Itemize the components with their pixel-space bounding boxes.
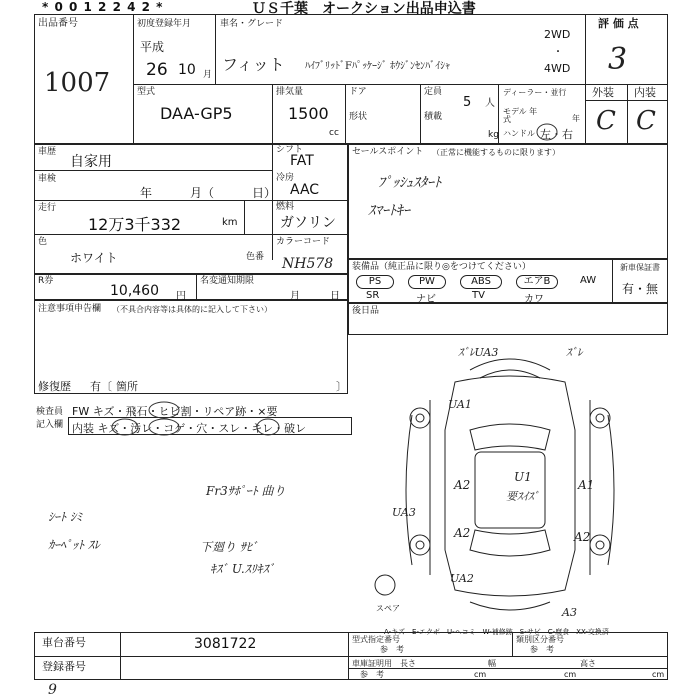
- equipment-tv: TV: [472, 290, 485, 301]
- shift-label: シフト: [276, 145, 304, 155]
- diagram-mark-11: A2: [574, 530, 591, 544]
- fuel-value: ガソリン: [280, 215, 336, 231]
- inspector-row-2: 内装 キズ・汚レ・コゲ・穴・スレ・キレ・破レ: [72, 422, 307, 435]
- height-unit: cm: [652, 670, 665, 679]
- history-label: 車歴: [38, 147, 57, 157]
- diagram-mark-1: ｽﾞﾚUA3: [458, 346, 499, 359]
- registration-era: 平成: [140, 40, 165, 54]
- name-change-month: 月: [290, 291, 300, 302]
- diagram-mark-6: U1: [514, 470, 532, 484]
- sales-point-line-1: ﾌﾟｯｼｭｽﾀｰﾄ: [378, 175, 441, 191]
- capacity-value: 5: [463, 95, 472, 110]
- loading-label: 積載: [424, 112, 443, 122]
- vehicle-grade: ﾊｲﾌﾞﾘｯﾄﾞFﾊﾟｯｹｰｼﾞ ﾎｳｼﾞﾝｾﾝﾊﾞｲｼｬ: [305, 61, 451, 72]
- notes-label: 注意事項申告欄: [38, 304, 102, 314]
- length-label: 長さ: [400, 659, 416, 668]
- capacity-unit: 人: [485, 98, 495, 109]
- model-spec-ref: 参 考: [380, 645, 404, 654]
- equipment-sr: SR: [366, 290, 380, 301]
- class-number-ref: 参 考: [530, 645, 554, 654]
- equipment-aw: AW: [580, 275, 597, 286]
- car-damage-diagram: [360, 340, 660, 630]
- handle-value: 左・右: [540, 128, 573, 141]
- form-title: ＵＳ千葉 オークション出品申込書: [252, 1, 476, 17]
- model-label: 型式: [137, 87, 156, 97]
- drive-separator: ・: [553, 47, 563, 58]
- new-warranty-value: 有・無: [622, 282, 659, 296]
- lot-number: 1007: [44, 68, 111, 98]
- page-mark: 9: [48, 682, 57, 698]
- note-line-e: ｷｽﾞ U.ｽﾘｷｽﾞ: [210, 562, 275, 576]
- note-line-d: 下廻り ｻﾋﾞ: [200, 540, 258, 554]
- handle-label: ハンドル: [503, 129, 535, 138]
- equipment-ps: PS: [356, 275, 394, 289]
- chassis-label: 車台番号: [42, 636, 86, 649]
- displacement-value: 1500: [288, 104, 329, 123]
- registration-month-unit: 月: [203, 70, 213, 80]
- equipment-pw: PW: [408, 275, 446, 289]
- capacity-label: 定員: [424, 87, 443, 97]
- rating-score: 3: [608, 42, 628, 77]
- displacement-label: 排気量: [276, 87, 304, 97]
- shift-value: FAT: [290, 153, 314, 169]
- mileage-label: 走行: [38, 203, 57, 213]
- ac-label: 冷房: [276, 173, 295, 183]
- new-warranty-label: 新車保証書: [620, 263, 660, 272]
- dealer-label: ディーラー・並行: [503, 88, 567, 97]
- spare-label: スペア: [376, 604, 400, 613]
- exterior-label: 外装: [592, 86, 614, 99]
- drive-2wd: 2WD: [544, 28, 571, 41]
- registration-number-label: 登録番号: [42, 660, 86, 673]
- repair-close: 〕: [336, 380, 347, 393]
- note-line-c: ｶｰﾍﾟｯﾄ ｽﾚ: [48, 538, 100, 552]
- equipment-abs: ABS: [460, 275, 502, 289]
- after-items-label: 後日品: [352, 306, 380, 316]
- diagram-mark-2: ｽﾞﾚ: [566, 346, 583, 359]
- registration-label: 初度登録年月: [137, 19, 192, 29]
- diagram-mark-7: 要ｽｲｽﾞ: [506, 490, 539, 503]
- sales-point-sub: （正常に機能するものに限ります）: [432, 148, 560, 157]
- barcode-number: * 0 0 1 2 2 4 2 *: [42, 0, 164, 14]
- inspector-label-1: 検査員: [36, 407, 64, 417]
- inspector-row-1: FW キズ・飛石・ヒビ割・リペア跡・×要: [72, 405, 278, 418]
- diagram-mark-10: UA2: [450, 572, 474, 585]
- color-value: ホワイト: [70, 251, 118, 265]
- inspection-month: 月（: [190, 186, 215, 200]
- registration-year: 26: [146, 60, 168, 80]
- color-no-label: 色番: [246, 252, 265, 262]
- rating-label: 評 価 点: [598, 17, 639, 30]
- length-unit: cm: [474, 670, 487, 679]
- recycle-unit: 円: [176, 291, 186, 302]
- equipment-airbag: エアB: [516, 275, 558, 289]
- garage-cert-ref: 参 考: [360, 670, 384, 679]
- inspection-year: 年: [140, 186, 153, 200]
- interior-grade: C: [636, 106, 656, 136]
- repair-spot: 箇所: [116, 380, 138, 393]
- registration-month: 10: [178, 62, 196, 78]
- name-change-day: 日: [330, 291, 340, 302]
- vehicle-name: フィット: [222, 55, 285, 74]
- mileage-value: 12万3千332: [88, 215, 182, 234]
- class-number-label: 類別区分番号: [516, 635, 564, 644]
- note-line-a: Fr3ｻﾎﾟｰﾄ 曲り: [206, 484, 286, 498]
- inspection-label: 車検: [38, 174, 57, 184]
- exterior-grade: C: [596, 106, 616, 136]
- note-line-b: ｼｰﾄ ｼﾐ: [48, 510, 82, 524]
- model-spec-label: 型式指定番号: [352, 635, 400, 644]
- width-label: 幅: [488, 659, 496, 668]
- loading-unit: kg: [488, 130, 499, 140]
- chassis-value: 3081722: [194, 636, 257, 652]
- name-change-label: 名変通知期限: [200, 276, 255, 286]
- equipment-leather: カワ: [524, 294, 544, 305]
- displacement-unit: cc: [329, 128, 339, 138]
- diagram-mark-3: UA1: [448, 398, 472, 411]
- recycle-label: R券: [38, 276, 54, 286]
- equipment-navi: ナビ: [416, 294, 436, 305]
- diagram-mark-12: A3: [562, 606, 577, 619]
- diagram-mark-5: A1: [578, 478, 595, 492]
- mileage-unit: km: [222, 217, 238, 228]
- notes-sub: （不具合内容等は具体的に記入して下さい）: [112, 305, 272, 314]
- inspection-day: 日）: [252, 186, 277, 200]
- ac-value: AAC: [290, 182, 320, 198]
- shape-label: 形状: [349, 112, 368, 122]
- repair-value: 有〔: [90, 380, 112, 393]
- model-value: DAA-GP5: [160, 104, 233, 123]
- recycle-frame: [34, 274, 348, 300]
- after-items-frame: [348, 303, 668, 335]
- drive-4wd: 4WD: [544, 62, 571, 75]
- repair-label: 修復歴: [38, 380, 71, 393]
- handle-left-circle-mark: [524, 120, 584, 142]
- color-code-label: カラーコード: [276, 237, 331, 247]
- diagram-mark-4: A2: [454, 478, 471, 492]
- garage-cert-label: 車庫証明用: [352, 659, 392, 668]
- inspector-circle-marks: [68, 398, 358, 438]
- damage-legend: A-キズ E-エクボ U-ヘコミ W-補修跡 S-サビ C-腐食 XX-交換済: [384, 628, 609, 636]
- door-label: ドア: [349, 87, 367, 97]
- history-value: 自家用: [70, 154, 112, 170]
- model-year-unit: 年: [572, 114, 580, 123]
- inspector-label-2: 記入欄: [36, 420, 64, 430]
- diagram-mark-9: A2: [454, 526, 471, 540]
- height-label: 高さ: [580, 659, 596, 668]
- model-year-label: モデル 年式: [503, 107, 538, 124]
- lot-label: 出品番号: [38, 18, 78, 29]
- equipment-label: 装備品（純正品に限り◎をつけてください）: [352, 262, 531, 272]
- color-label: 色: [38, 237, 48, 247]
- fuel-label: 燃料: [276, 202, 295, 212]
- vehicle-name-label: 車名・グレード: [220, 19, 284, 29]
- sales-point-label: セールスポイント: [352, 147, 424, 157]
- recycle-amount: 10,460: [110, 283, 159, 299]
- diagram-mark-8: UA3: [392, 506, 416, 519]
- interior-label: 内装: [634, 86, 656, 99]
- sales-point-line-2: ｽﾏｰﾄｷｰ: [368, 203, 410, 219]
- color-code-value: NH578: [282, 256, 334, 272]
- width-unit: cm: [564, 670, 577, 679]
